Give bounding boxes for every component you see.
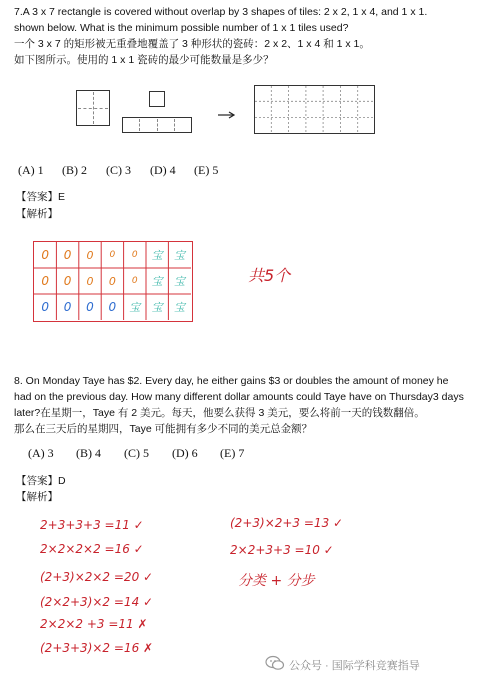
work-left-line: (2+3)×2×2 =20 ✓: [40, 570, 154, 584]
grid-mark: 0: [108, 300, 117, 314]
grid-mark: 宝: [174, 249, 186, 262]
q8-option-a[interactable]: (A) 3: [28, 446, 54, 460]
grid-mark: 0: [63, 300, 72, 314]
grid-mark: 宝: [174, 301, 186, 314]
work-left-line: 2×2×2×2 =16 ✓: [40, 542, 144, 556]
grid-mark: 0: [63, 274, 72, 288]
arrow-right-icon: [218, 107, 236, 117]
q8-text-line3: later?在星期一，Taye 有 2 美元。每天，他要么获得 3 美元，要么将前一天的钱数翻倍。: [14, 407, 425, 419]
q7-text-line1: 7.A 3 x 7 rectangle is covered without overlap by 3 shapes of tiles: 2 x 2, 1 x 4, and 1 x 1.: [14, 6, 428, 18]
grid-mark: 宝: [151, 275, 163, 288]
grid-mark: 0: [86, 248, 94, 262]
grid-mark: 0: [41, 300, 50, 314]
grid-mark: 0: [131, 250, 138, 260]
q8-option-d[interactable]: (D) 6: [172, 446, 198, 460]
grid-mark: 0: [41, 248, 50, 262]
grid-mark: 宝: [174, 275, 186, 288]
wechat-icon: [265, 655, 285, 674]
q8-option-e[interactable]: (E) 7: [220, 446, 245, 460]
q8-option-c[interactable]: (C) 5: [124, 446, 149, 460]
q7-analysis-label: 【解析】: [16, 208, 58, 220]
grid-mark: 0: [109, 250, 116, 260]
tile-1x4-figure: [122, 117, 192, 133]
tile-1x1-figure: [149, 91, 165, 107]
grid-mark: 0: [63, 248, 72, 262]
q7-option-c[interactable]: (C) 3: [106, 163, 131, 177]
q7-options: [18, 163, 278, 178]
grid-mark: 宝: [151, 301, 163, 314]
q7-text-line3: 一个 3 x 7 的矩形被无重叠地覆盖了 3 种形状的瓷砖：2 x 2、1 x 4 和 1 x 1。: [14, 38, 370, 50]
handwritten-grid: [33, 241, 193, 322]
handwritten-total-note: 共5个: [248, 266, 291, 285]
q8-option-b[interactable]: (B) 4: [76, 446, 101, 460]
work-right-line: (2+3)×2+3 =13 ✓: [230, 516, 344, 530]
watermark-text: 公众号 · 国际学科竞赛指导: [289, 659, 420, 672]
grid-mark: 0: [86, 274, 94, 288]
grid-mark: 宝: [129, 301, 141, 314]
work-left-line: 2+3+3+3 =11 ✓: [40, 518, 144, 532]
q7-option-e[interactable]: (E) 5: [194, 163, 219, 177]
grid-mark: 0: [131, 276, 138, 286]
grid-mark: 0: [108, 274, 116, 288]
work-left-line: (2×2+3)×2 =14 ✓: [40, 595, 154, 609]
rectangle-3x7-figure: [254, 85, 375, 134]
grid-mark: 宝: [151, 249, 163, 262]
q8-analysis-label: 【解析】: [16, 491, 58, 503]
q7-text-line2: shown below. What is the minimum possible number of 1 x 1 tiles used?: [14, 22, 349, 34]
watermark: [265, 655, 420, 674]
q8-options: [28, 446, 268, 461]
q7-answer-label: 【答案】E: [16, 191, 66, 203]
work-right-line: 分类 + 分步: [238, 573, 315, 589]
grid-mark: 0: [86, 300, 94, 314]
q8-answer-label: 【答案】D: [16, 475, 66, 487]
q8-text-line2: had on the previous day. How many different dollar amounts could Taye have on Thursday3 days: [14, 391, 464, 403]
q8-text-line4: 那么在三天后的星期四，Taye 可能拥有多少不同的美元总金额？: [14, 423, 313, 435]
q8-text-line1: 8. On Monday Taye has $2. Every day, he either gains $3 or doubles the amount of money he: [14, 375, 449, 387]
q7-option-a[interactable]: (A) 1: [18, 163, 44, 177]
grid-mark: 0: [41, 274, 50, 288]
q7-option-b[interactable]: (B) 2: [62, 163, 87, 177]
q7-text-line4: 如下图所示。使用的 1 x 1 瓷砖的最少可能数量是多少？: [14, 54, 274, 66]
q7-option-d[interactable]: (D) 4: [150, 163, 176, 177]
tile-2x2-figure: [76, 90, 110, 126]
work-left-line: 2×2×2 +3 =11 ✗: [40, 617, 148, 631]
work-right-line: 2×2+3+3 =10 ✓: [230, 543, 334, 557]
work-left-line: (2+3+3)×2 =16 ✗: [40, 641, 154, 655]
